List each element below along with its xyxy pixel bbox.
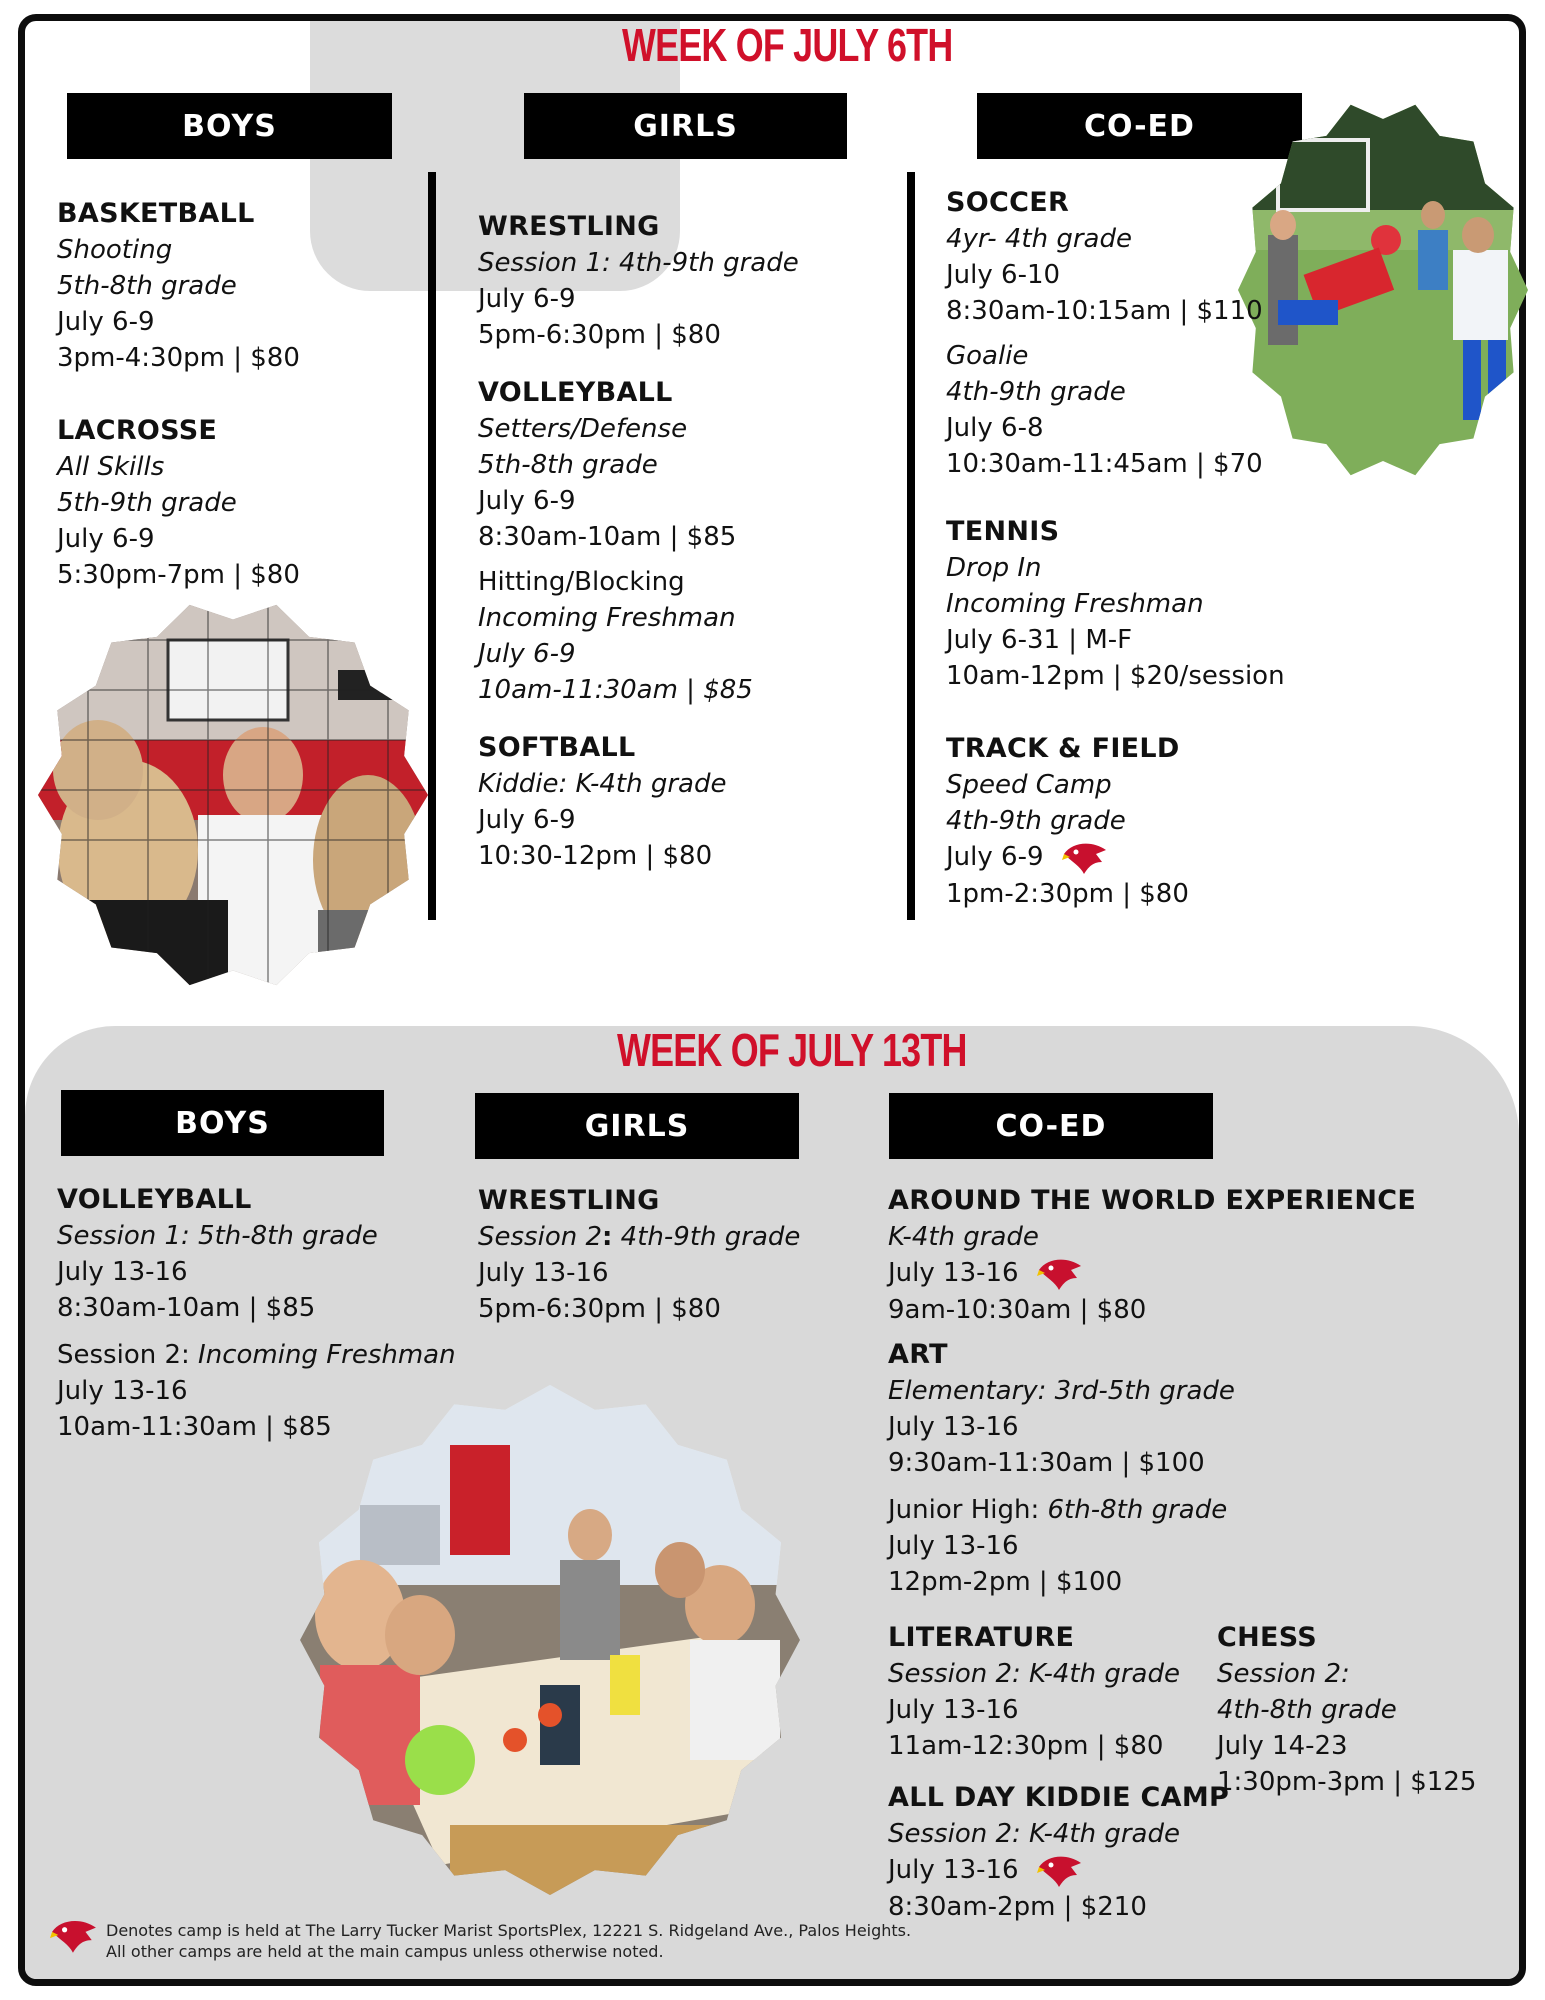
camp-dates: July 6-9 xyxy=(478,805,576,835)
footer-line-1: Denotes camp is held at The Larry Tucker Marist SportsPlex, 12221 S. Ridgeland Ave., Palos Heights. xyxy=(106,1921,912,1940)
camp-time-price: 5pm-6:30pm | $80 xyxy=(478,1294,721,1324)
camp-time-price: 10am-11:30am | $85 xyxy=(57,1412,332,1442)
camp-time-price: 11am-12:30pm | $80 xyxy=(888,1731,1164,1761)
camp-time-price: 5:30pm-7pm | $80 xyxy=(57,560,300,590)
week2-tab-boys: BOYS xyxy=(61,1090,384,1156)
week1-tab-girls: GIRLS xyxy=(524,93,847,159)
week1-tab-coed: CO-ED xyxy=(977,93,1302,159)
week1-girls-volleyball xyxy=(478,375,736,555)
camp-dates: July 13-16 xyxy=(888,1531,1019,1561)
camp-dates: July 13-16 xyxy=(57,1376,188,1406)
camp-time-price: 10am-11:30am | $85 xyxy=(478,675,753,705)
week2-title: WEEK OF JULY 13TH xyxy=(617,1024,967,1076)
week2-boys-volleyball xyxy=(57,1182,378,1326)
week2-coed-literature xyxy=(888,1620,1180,1764)
camp-session: Session 2: K-4th grade xyxy=(888,1819,1180,1849)
camp-dates: July 6-9 xyxy=(478,639,576,669)
camp-grade: 5th-8th grade xyxy=(478,450,658,480)
camp-topic: Drop In xyxy=(946,553,1042,583)
week2-girls-wrestling xyxy=(478,1183,800,1327)
camp-session: Session 2: K-4th grade xyxy=(888,1659,1180,1689)
camp-grade: Incoming Freshman xyxy=(478,603,736,633)
art-camp-photo xyxy=(300,1385,800,1895)
camp-grade: Incoming Freshman xyxy=(198,1340,456,1370)
footer-line-2: All other camps are held at the main campus unless otherwise noted. xyxy=(106,1942,664,1961)
week2-tab-coed: CO-ED xyxy=(889,1093,1213,1159)
week1-coed-tennis xyxy=(946,514,1285,694)
camp-time-price: 12pm-2pm | $100 xyxy=(888,1567,1123,1597)
redhawk-logo-icon xyxy=(1037,1853,1083,1889)
camp-time-price: 8:30am-10am | $85 xyxy=(478,522,737,552)
camp-dates: July 6-31 | M-F xyxy=(946,625,1133,655)
camp-topic: Shooting xyxy=(57,235,173,265)
camp-time-price: 5pm-6:30pm | $80 xyxy=(478,320,721,350)
camp-time-price: 8:30am-10am | $85 xyxy=(57,1293,316,1323)
week1-girls-volleyball-hitting xyxy=(478,564,753,708)
camp-grade: 4yr- 4th grade xyxy=(946,224,1132,254)
camp-dates: July 13-16 xyxy=(888,1695,1019,1725)
week2-coed-art-junior-high xyxy=(888,1492,1227,1600)
camp-dates: July 13-16 xyxy=(57,1257,188,1287)
camp-topic: Speed Camp xyxy=(946,770,1112,800)
redhawk-logo-icon xyxy=(1062,840,1108,876)
week1-boys-lacrosse xyxy=(57,413,300,593)
redhawk-logo-icon xyxy=(1037,1256,1083,1292)
camp-time-price: 10:30-12pm | $80 xyxy=(478,841,713,871)
week1-coed-soccer-goalie xyxy=(946,338,1263,482)
camp-heading: VOLLEYBALL xyxy=(478,377,673,408)
camp-time-price: 10:30am-11:45am | $70 xyxy=(946,449,1263,479)
week1-coed-soccer xyxy=(946,185,1263,329)
camp-grade: 5th-9th grade xyxy=(57,488,237,518)
week2-tab-girls: GIRLS xyxy=(475,1093,799,1159)
camp-grade: 5th-8th grade xyxy=(57,271,237,301)
camp-grade: 4th-9th grade xyxy=(946,377,1126,407)
camp-topic: All Skills xyxy=(57,452,165,482)
camp-grade: 4th-9th grade xyxy=(946,806,1126,836)
week1-girls-softball xyxy=(478,730,726,874)
camp-topic: Hitting/Blocking xyxy=(478,567,685,597)
camp-dates: July 14-23 xyxy=(1217,1731,1348,1761)
camp-time-price: 9am-10:30am | $80 xyxy=(888,1294,1147,1325)
camp-dates: July 6-9 xyxy=(946,842,1044,872)
camp-dates-row xyxy=(888,1852,1229,1889)
camp-dates-row xyxy=(946,839,1189,876)
camp-heading: LITERATURE xyxy=(888,1622,1075,1653)
week1-divider-right xyxy=(907,172,915,920)
camp-heading: VOLLEYBALL xyxy=(57,1184,252,1215)
camp-heading: WRESTLING xyxy=(478,1185,660,1216)
camp-dates-row xyxy=(888,1255,1416,1292)
camp-heading: ART xyxy=(888,1339,948,1370)
week1-coed-track-field xyxy=(946,731,1189,912)
camp-time-price: 3pm-4:30pm | $80 xyxy=(57,343,300,373)
camp-time-price: 9:30am-11:30am | $100 xyxy=(888,1448,1205,1478)
week1-girls-wrestling xyxy=(478,209,799,353)
week2-coed-art xyxy=(888,1337,1235,1481)
week1-divider-left xyxy=(428,172,436,920)
camp-dates: July 6-10 xyxy=(946,260,1061,290)
camp-grade: Elementary: 3rd-5th grade xyxy=(888,1376,1235,1406)
camp-heading: TRACK & FIELD xyxy=(946,733,1180,764)
camp-dates: July 6-9 xyxy=(57,524,155,554)
camp-time-price: 8:30am-2pm | $210 xyxy=(888,1891,1147,1922)
camp-heading: SOFTBALL xyxy=(478,732,636,763)
camp-grade: 4th-9th grade xyxy=(612,1222,801,1252)
camp-session-colon: : xyxy=(602,1222,613,1252)
camp-grade: Incoming Freshman xyxy=(946,589,1204,619)
camp-time-price: 1:30pm-3pm | $125 xyxy=(1217,1767,1477,1797)
week2-coed-chess xyxy=(1217,1620,1476,1800)
camp-topic: Setters/Defense xyxy=(478,414,688,444)
camp-dates: July 6-9 xyxy=(478,486,576,516)
camp-grade: 6th-8th grade xyxy=(1047,1495,1228,1525)
camp-heading: LACROSSE xyxy=(57,415,218,446)
camp-time-price: 8:30am-10:15am | $110 xyxy=(946,296,1263,326)
camp-heading: AROUND THE WORLD EXPERIENCE xyxy=(888,1185,1417,1216)
basketball-camp-photo xyxy=(38,600,428,990)
camp-grade: 4th-8th grade xyxy=(1217,1695,1397,1725)
camp-session: Session 1: 5th-8th grade xyxy=(57,1221,378,1251)
week1-boys-basketball xyxy=(57,196,300,376)
camp-time-price: 10am-12pm | $20/session xyxy=(946,661,1285,691)
camp-dates: July 6-9 xyxy=(57,307,155,337)
camp-topic: Goalie xyxy=(946,341,1029,371)
camp-dates: July 6-9 xyxy=(478,284,576,314)
camp-heading: BASKETBALL xyxy=(57,198,255,229)
camp-session: Session 2 xyxy=(478,1222,603,1252)
camp-dates: July 13-16 xyxy=(478,1258,609,1288)
camp-heading: SOCCER xyxy=(946,187,1070,218)
week2-coed-around-the-world xyxy=(888,1183,1416,1328)
soccer-camp-photo xyxy=(1238,100,1528,480)
camp-dates: July 13-16 xyxy=(888,1855,1019,1885)
week1-tab-boys: BOYS xyxy=(67,93,392,159)
week2-coed-all-day-kiddie-camp xyxy=(888,1780,1229,1925)
camp-session: Session 2: xyxy=(57,1340,199,1370)
camp-time-price: 1pm-2:30pm | $80 xyxy=(946,878,1189,909)
camp-dates: July 13-16 xyxy=(888,1258,1019,1288)
camp-topic: Junior High: xyxy=(888,1495,1048,1525)
camp-grade: Kiddie: K-4th grade xyxy=(478,769,727,799)
camp-session: Session 2: xyxy=(1217,1659,1350,1689)
camp-heading: CHESS xyxy=(1217,1622,1318,1653)
camp-dates: July 6-8 xyxy=(946,413,1044,443)
camp-heading: WRESTLING xyxy=(478,211,660,242)
camp-dates: July 13-16 xyxy=(888,1412,1019,1442)
camp-heading: TENNIS xyxy=(946,516,1060,547)
camp-grade: K-4th grade xyxy=(888,1222,1039,1252)
redhawk-logo-icon xyxy=(50,1916,98,1956)
week1-title: WEEK OF JULY 6TH xyxy=(622,19,953,71)
camp-session: Session 1: 4th-9th grade xyxy=(478,248,799,278)
camp-heading: ALL DAY KIDDIE CAMP xyxy=(888,1782,1230,1813)
